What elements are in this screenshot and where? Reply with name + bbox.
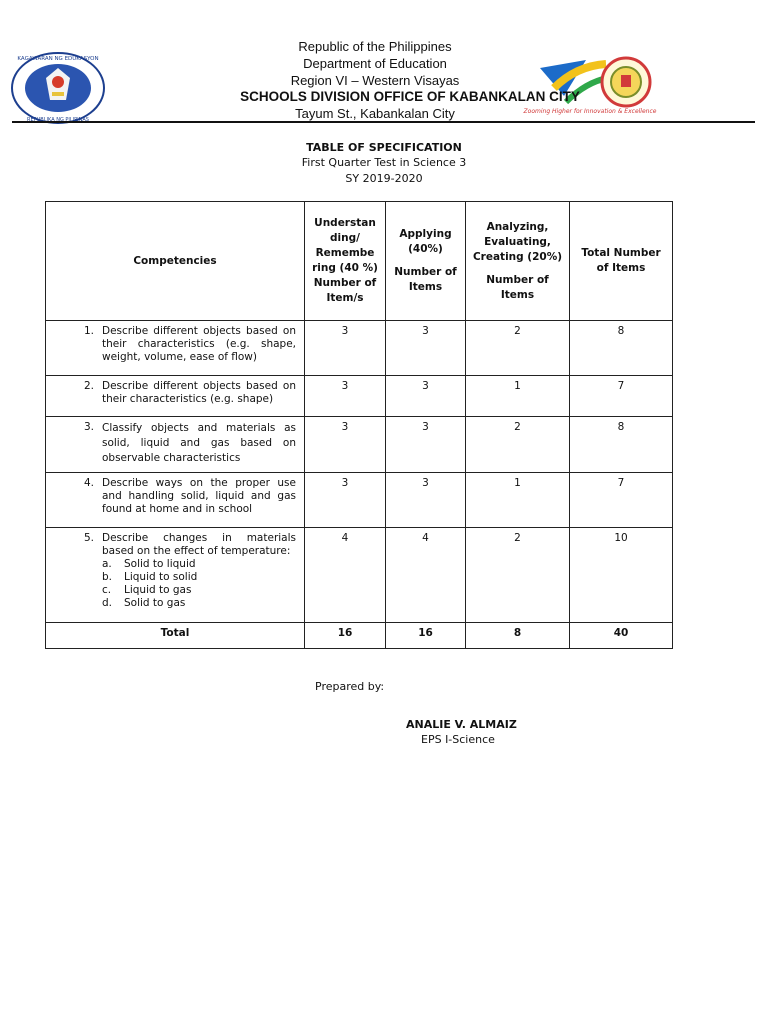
sub-item [102,571,296,584]
sub-item-letter: d. [102,597,113,609]
cell-understanding: 3 [305,473,386,528]
cell-understanding: 3 [305,376,386,417]
sub-item [102,597,296,610]
header-applying [386,202,466,321]
header-analyzing-sub: Number of Items [486,273,549,301]
sub-item-letter: c. [102,584,112,596]
competency-text: Classify objects and materials as solid, liquid and gas based on observable characteristics [102,422,296,464]
page-subtitle: First Quarter Test in Science 3 [301,156,467,169]
header-applying-sub: Number of Items [394,266,457,293]
cell-total: 10 [570,528,673,623]
prepared-by-label: Prepared by: [315,680,385,693]
row-number: 1. [83,325,94,337]
competency-text: Describe different objects based on their characteristics (e.g. shape) [102,380,296,405]
school-year: SY 2019-2020 [345,172,423,185]
header-analyzing-text: Analyzing, Evaluating, Creating (20%) [472,220,563,263]
specification-table [45,201,673,649]
cell-understanding: 3 [305,417,386,473]
cell-applying: 3 [386,321,466,376]
header-line-division: SCHOOLS DIVISION OFFICE OF KABANKALAN CITY [240,89,580,104]
cell-analyzing: 2 [466,417,570,473]
header-line-address: Tayum St., Kabankalan City [295,106,455,121]
cell-analyzing: 1 [466,473,570,528]
table-total-row [46,623,673,649]
cell-applying: 3 [386,417,466,473]
cell-applying: 3 [386,473,466,528]
sub-item-text: Solid to gas [124,597,186,609]
total-label: Total [46,623,305,649]
table-row [46,321,673,376]
header-competencies: Competencies [46,202,305,321]
table-row [46,528,673,623]
competency-text: Describe changes in materials based on the effect of temperature: [102,532,296,557]
preparer-position: EPS I-Science [421,733,495,746]
total-items: 40 [570,623,673,649]
cell-applying: 3 [386,376,466,417]
preparer-name: ANALIE V. ALMAIZ [406,718,517,731]
table-row [46,473,673,528]
row-number: 2. [83,380,94,392]
sub-item-text: Liquid to gas [124,584,192,596]
header-total: Total Number of Items [570,202,673,321]
table-row [46,417,673,473]
header-line-republic: Republic of the Philippines [298,39,452,54]
cell-understanding: 3 [305,321,386,376]
header-applying-text: Applying (40%) [399,228,452,255]
svg-text:Zooming Higher for Innovation: Zooming Higher for Innovation & Excellence [523,108,657,115]
total-analyzing: 8 [466,623,570,649]
total-understanding: 16 [305,623,386,649]
competency-text: Describe different objects based on their characteristics (e.g. shape, weight, volume, ease of flow) [102,325,296,363]
cell-applying: 4 [386,528,466,623]
row-number: 3. [83,421,94,433]
page-title: TABLE OF SPECIFICATION [306,141,462,154]
cell-analyzing: 1 [466,376,570,417]
cell-total: 7 [570,376,673,417]
deped-seal-logo [10,52,106,124]
sub-item [102,584,296,597]
header-line-deped: Department of Education [303,56,447,71]
total-applying: 16 [386,623,466,649]
cell-analyzing: 2 [466,321,570,376]
sub-item-text: Solid to liquid [124,558,196,570]
table-row [46,376,673,417]
competency-text: Describe ways on the proper use and handling solid, liquid and gas found at home and in school [102,477,296,515]
svg-text:KAGAWARAN NG EDUKASYON: KAGAWARAN NG EDUKASYON [17,56,99,62]
cell-total: 7 [570,473,673,528]
header-line-region: Region VI – Western Visayas [290,73,460,88]
sub-item-text: Liquid to solid [124,571,198,583]
header-understanding-text: Understan ding/ Remembe ring (40 %) Number of Item/s [312,217,378,304]
header-understanding [305,202,386,321]
competency-cell [102,532,300,610]
cell-understanding: 4 [305,528,386,623]
sub-item-letter: a. [102,558,112,570]
cell-total: 8 [570,321,673,376]
header-divider [12,121,755,123]
cell-total: 8 [570,417,673,473]
cell-analyzing: 2 [466,528,570,623]
table-header-row [46,202,673,321]
sub-item [102,558,296,571]
sub-item-letter: b. [102,571,113,583]
row-number: 4. [83,477,94,489]
row-number: 5. [83,532,94,544]
svg-text:REPUBLIKA NG PILIPINAS: REPUBLIKA NG PILIPINAS [27,117,89,123]
header-analyzing [466,202,570,321]
